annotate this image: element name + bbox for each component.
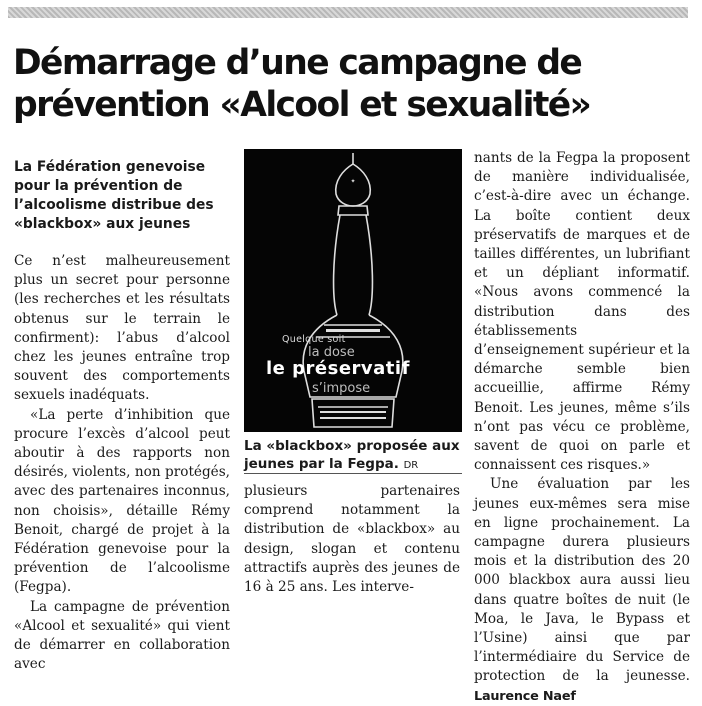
paragraph-1: Ce n’est malheureusement plus un secret pour personne (les recherches et les résultats obtenus sur le terrain le confirment): l’abus d’alcool chez les jeunes entraîne trop souvent des comportements sexuels inadéquats. (14, 253, 230, 404)
photo-credit: DR (403, 460, 419, 471)
paragraph-5: nants de la Fegpa la proposent de manière individualisée, c’est-à-dire avec un échange. La boîte contient deux préservatifs de marques et de tailles différentes, un lubrifiant et un dépliant informatif. «Nous avons commencé la distribution dans des établissements d’enseignement supérieur et la démarche semble bien accueillie, affirme Rémy Benoit. Les jeunes, même s’ils n’ont pas vécu ce problème, savent de quoi on parle et connaissent ces risques.» (474, 150, 690, 474)
photo-tagline-3: le préservatif (266, 358, 410, 379)
photo-caption-text: La «blackbox» proposée aux jeunes par la Fegpa. (244, 438, 460, 472)
author-signature: Laurence Naef (474, 688, 576, 704)
photo-tagline-2: la dose (308, 345, 355, 360)
article-headline: Démarrage d’une campagne de prévention «Alcool et sexualité» (13, 43, 591, 125)
photo-caption (244, 437, 462, 475)
paragraph-6 (474, 475, 690, 705)
photo-tagline-1: Quelque soit (282, 334, 346, 345)
top-border-bar (8, 7, 688, 18)
photo-tagline-4: s’impose (312, 381, 371, 396)
paragraph-2: «La perte d’inhibition que procure l’excès d’alcool peut aboutir à des rapports non désirés, violents, non protégés, avec des partenaires inconnus, non choisis», détaille Rémy Benoit, chargé de projet à la Fédération genevoise pour la prévention de l’alcoolisme (Fegpa). (14, 406, 230, 596)
column-3 (474, 149, 690, 706)
caption-divider (244, 473, 462, 474)
paragraph-3: La campagne de prévention «Alcool et sexualité» qui vient de démarrer en collaboration avec (14, 598, 230, 673)
paragraph-4: plusieurs partenaires comprend notamment la distribution de «blackbox» au design, slogan et contenu attractifs auprès des jeunes de 16 à 25 ans. Les interve- (244, 483, 460, 596)
column-1 (14, 158, 230, 674)
paragraph-6-text: Une évaluation par les jeunes eux-mêmes sera mise en ligne prochainement. La campagne durera plusieurs mois et la distribution des 20 000 blackbox aura aussi lieu dans quatre boîtes de nuit (le Moa, le Java, le Bypass et l’Usine) ainsi que par l’intermédiaire du Service de protection de la jeunesse. (474, 476, 690, 685)
article-lede: La Fédération genevoise pour la prévention de l’alcoolisme distribue des «blackbox» aux jeunes (14, 159, 214, 232)
blackbox-photo (244, 149, 462, 432)
column-2 (244, 482, 460, 597)
svg-text:✦: ✦ (350, 178, 356, 185)
